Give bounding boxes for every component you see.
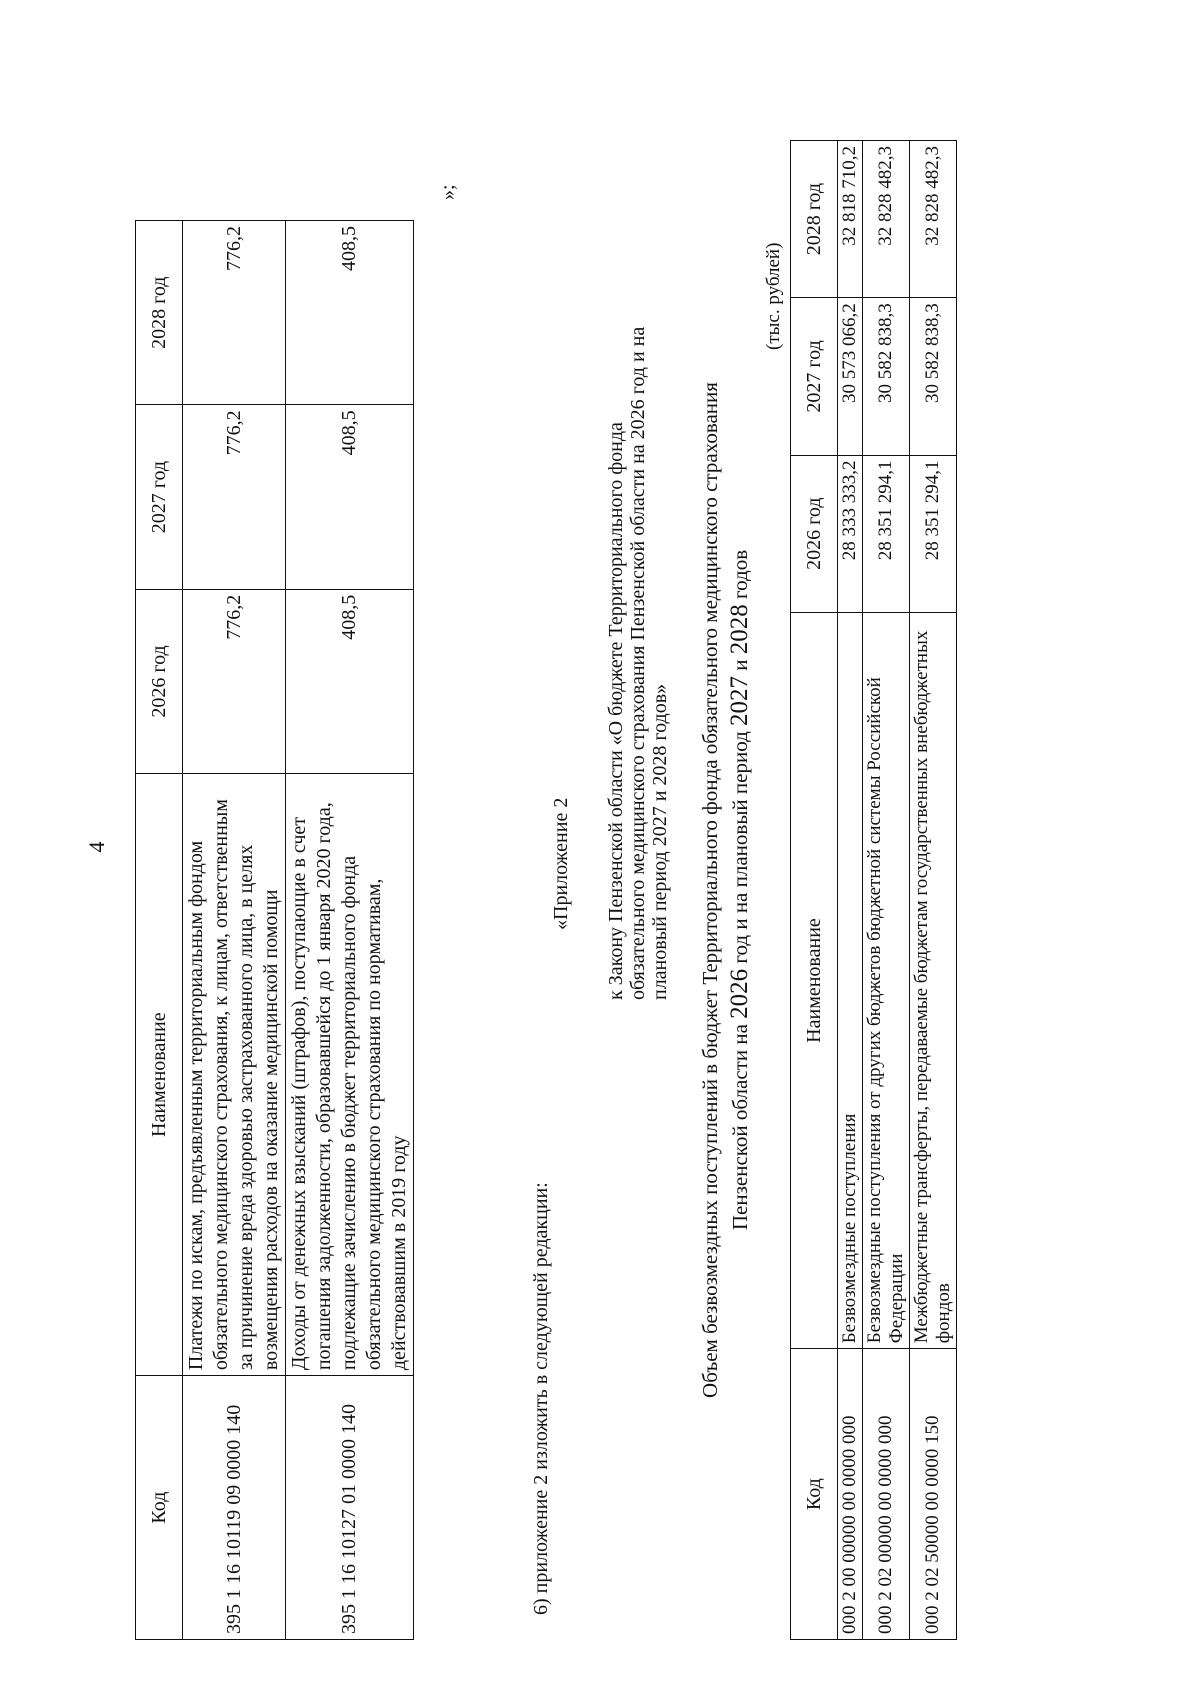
column-header-2026: 2026 год: [136, 589, 183, 773]
column-header-2028: 2028 год: [136, 221, 183, 405]
row-value-2027: 408,5: [286, 405, 414, 589]
column-header-2028: 2028 год: [791, 141, 838, 298]
row-value-2027: 30 582 838,3: [863, 298, 910, 455]
table-header-row: [791, 141, 838, 1640]
column-header-2026: 2026 год: [791, 455, 838, 612]
appendix-reference: к Закону Пензенской области «О бюджете Территориального фонда обязательного медицинского страхования Пензенской области на 2026 год и на плановый период 2027 и 2028 годов»: [605, 326, 671, 1000]
row-value-2027: 30 582 838,3: [910, 298, 957, 455]
row-code: 000 2 00 00000 00 0000 000: [838, 1349, 863, 1640]
row-code: 395 1 16 10119 09 0000 140: [183, 1376, 286, 1640]
row-value-2026: 28 333 333,2: [838, 455, 863, 612]
table-row: [863, 141, 910, 1640]
row-value-2026: 776,2: [183, 589, 286, 773]
row-name: Безвозмездные поступления: [838, 612, 863, 1348]
column-header-2027: 2027 год: [791, 298, 838, 455]
table-header-row: [136, 221, 183, 1640]
column-header-name: Наименование: [136, 774, 183, 1376]
row-value-2026: 408,5: [286, 589, 414, 773]
heading-year: 2027: [726, 675, 753, 726]
table-row: [286, 221, 414, 1640]
table-heading: [695, 140, 755, 1640]
heading-line-1: Объем безвозмездных поступлений в бюджет Территориального фонда обязательного медицинского страхования: [698, 382, 722, 1398]
appendix-title: «Приложение 2: [550, 797, 572, 930]
row-value-2026: 28 351 294,1: [910, 455, 957, 612]
row-value-2028: 32 828 482,3: [910, 141, 957, 298]
heading-year: 2028: [726, 604, 753, 655]
column-header-code: Код: [791, 1349, 838, 1640]
amendment-instruction: 6) приложение 2 изложить в следующей редакции:: [530, 1182, 552, 1615]
closing-quote-mark: »;: [437, 184, 459, 200]
row-name: Межбюджетные трансферты, передаваемые бюджетам государственных внебюджетных фондов: [910, 612, 957, 1348]
column-header-code: Код: [136, 1376, 183, 1640]
heading-text: и: [728, 654, 752, 676]
units-label: (тыс. рублей): [763, 242, 784, 350]
revenue-table-continued: [135, 220, 414, 1640]
gratuitous-receipts-table: [790, 140, 957, 1640]
row-value-2028: 32 818 710,2: [838, 141, 863, 298]
row-value-2028: 32 828 482,3: [863, 141, 910, 298]
heading-text: Пензенской области на: [728, 1018, 752, 1231]
row-code: 000 2 02 00000 00 0000 000: [863, 1349, 910, 1640]
table-row: [838, 141, 863, 1640]
heading-line-2: [725, 140, 755, 1640]
column-header-name: Наименование: [791, 612, 838, 1348]
row-value-2026: 28 351 294,1: [863, 455, 910, 612]
row-name: Платежи по искам, предъявленным территориальным фондом обязательного медицинского страхования, к лицам, ответственным за причинение вреда здоровью застрахованного лица, в целях возмещения расходов на оказание медицинской помощи: [183, 774, 286, 1376]
column-header-2027: 2027 год: [136, 405, 183, 589]
heading-year: 2026: [726, 968, 753, 1019]
row-code: 000 2 02 50000 00 0000 150: [910, 1349, 957, 1640]
row-value-2028: 776,2: [183, 221, 286, 405]
table-row: [910, 141, 957, 1640]
heading-text: годов: [728, 549, 752, 605]
row-name: Безвозмездные поступления от других бюджетов бюджетной системы Российской Федерации: [863, 612, 910, 1348]
heading-text: год и на плановый период: [728, 725, 752, 969]
page-number: 4: [84, 841, 109, 853]
row-name: Доходы от денежных взысканий (штрафов), поступающие в счет погашения задолженности, образовавшейся до 1 января 2020 года, подлежащие зачислению в бюджет территориального фонда обязательного медицинского страхования по нормативам, действовавшим в 2019 году: [286, 774, 414, 1376]
document-body: [135, 140, 1055, 1640]
row-value-2028: 408,5: [286, 221, 414, 405]
table-row: [183, 221, 286, 1640]
row-code: 395 1 16 10127 01 0000 140: [286, 1376, 414, 1640]
row-value-2027: 776,2: [183, 405, 286, 589]
row-value-2027: 30 573 066,2: [838, 298, 863, 455]
